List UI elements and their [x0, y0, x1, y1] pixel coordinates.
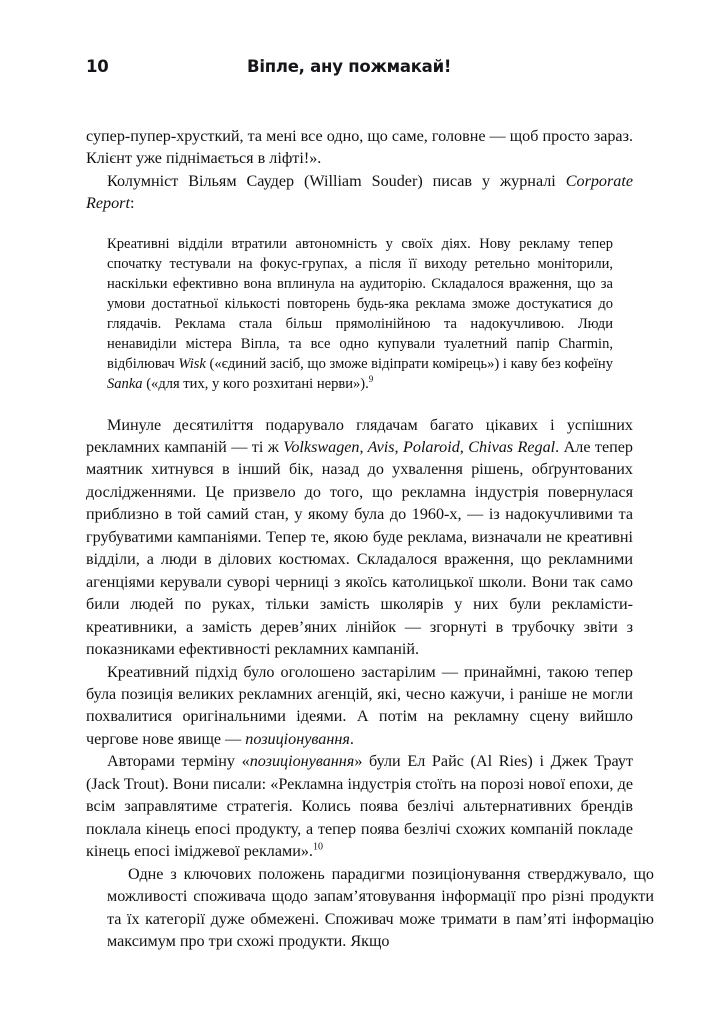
paragraph-6-text: Одне з ключових положень парадигми позиціонування стверджувало, що можливості споживача щодо запам’ятовування інформації про різні продукти та їх категорії дуже обмежені. Споживач може тримати в пам’яті інформацію максимум про три схожі продукти. Якщо [107, 865, 654, 950]
term-positioning-italic-2: позиціонування [249, 753, 355, 771]
page-number: 10 [86, 57, 109, 76]
running-title: Віпле, ану пожмакай! [247, 57, 452, 76]
paragraph-souder [86, 171, 633, 216]
quote-segment-1: Креативні відділи втратили автономність у своїх діях. Нову рекламу тепер спочатку тестували на фокус-групах, а після її виходу ретельно моніторили, наскільки ефективно вона вплинула на аудиторію. Складалося враження, що за умови достатньої кількості повторень будь-яка реклама зможе достукатися до глядачів. Реклама стала більш прямолінійною та надокучливою. Люди ненавиділи містера Віпла, та все одно купували туалетний папір Charmin, відбілювач [107, 235, 613, 373]
paragraph-creative-obsolete [86, 662, 633, 752]
paragraph-positioning-thesis [86, 864, 654, 954]
brand-wisk-italic: Wisk [178, 356, 206, 373]
paragraph-3-tail: . Але тепер маятник хитнувся в інший бік, назад до ухвалення рішень, обґрунтованих дослідженнями. Це призвело до того, що рекламна індустрія повернулася приблизно в той самий стан, у якому була до 1960-х, — із надокучливими та грубуватими кампаніями. Тепер те, якою буде реклама, визначали не креативні відділи, а люди в ділових костюмах. Складалося враження, що рекламними агенціями керували суворі черниці з якоїсь католицької школи. Вони так само били людей по руках, тільки замість школярів у них були рекламісти-креативники, а замість дерев’яних лінійок — згорнуті в трубочку звіти з показниками ефективності рекламних кампаній. [86, 439, 633, 659]
paragraph-2-lead: Колумніст Вільям Саудер (William Souder) писав у журналі [107, 172, 566, 190]
paragraph-3-lead: Минуле десятиліття подарувало глядачам багато цікавих і успішних рекламних кампаній — ті ж [86, 416, 633, 457]
paragraph-ries-trout [86, 751, 633, 863]
paragraph-5-lead: Авторами терміну « [107, 753, 250, 771]
quote-segment-2: («єдиний засіб, що зможе відіпрати комірець») і каву без кофеїну [205, 356, 613, 373]
paragraph-2-tail: : [129, 195, 135, 213]
brand-sanka-italic: Sanka [107, 376, 143, 393]
footnote-marker-10[interactable]: 10 [312, 841, 323, 853]
paragraph-4-lead: Креативний підхід було оголошено застарілим — принаймні, такою тепер була позиція великих рекламних агенцій, які, чесно кажучи, і раніше не могли похвалитися оригінальними ідеями. А потім на рекламну сцену вийшло чергове нове явище — [86, 663, 633, 748]
paragraph-1-text: супер-пупер-хрусткий, та мені все одно, що саме, головне — щоб просто зараз. Клієнт уже піднімається в ліфті!». [86, 128, 633, 168]
footnote-marker-9[interactable]: 9 [368, 374, 374, 385]
paragraph-4-tail: . [349, 730, 354, 748]
journal-title-italic: Corporate Report [86, 172, 633, 213]
blockquote-wrapper [86, 234, 633, 395]
text-column [86, 126, 654, 953]
blockquote-souder [107, 234, 613, 395]
quote-segment-3: («для тих, у кого розхитані нерви»). [142, 376, 369, 393]
paragraph-campaigns [86, 415, 633, 662]
paragraph-continuation [86, 126, 633, 171]
paragraph-5-tail: » були Ел Райс (Al Ries) і Джек Траут (Jack Trout). Вони писали: «Рекламна індустрія стоїть на порозі нової епохи, де всім заправлятиме стратегія. Колись поява безлічі альтернативних брендів поклала кінець епосі продукту, а тепер поява безлічі схожих компаній покладе кінець епосі іміджевої реклами». [86, 753, 634, 861]
brand-list-italic: Volkswagen, Avis, Polaroid, Chivas Regal [283, 439, 556, 457]
term-positioning-italic-1: позиціонування [245, 730, 350, 748]
running-head [86, 56, 632, 82]
